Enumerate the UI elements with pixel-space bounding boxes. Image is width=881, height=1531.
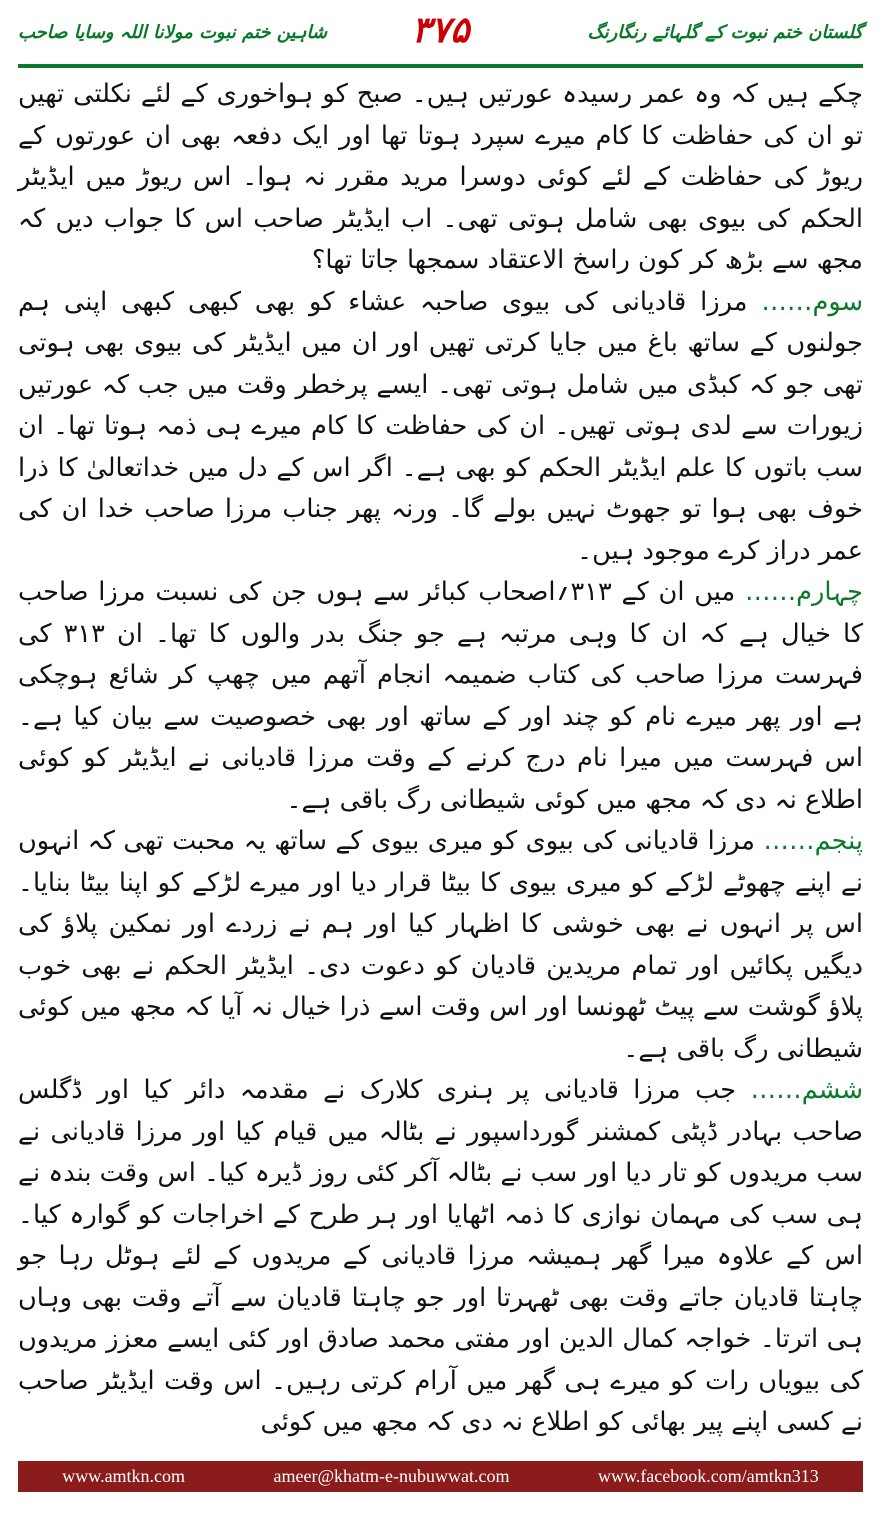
- paragraph-2-label: سوم……: [761, 286, 864, 317]
- paragraph-3-label: چہارم……: [744, 577, 863, 607]
- paragraph-3-text: میں ان کے ۳۱۳؍اصحاب کبائر سے ہوں جن کی نسبت مرزا صاحب کا خیال ہے کہ ان کا وہی مرتبہ ہے جو جنگ بدر والوں کا تھا۔ ان ۳۱۳ کی فہرست مرزا صاحب کی کتاب ضمیمہ انجام آتھم میں چھپ کر شائع ہوچکی ہے اور پھر میرے نام کو چند اور کے ساتھ اور بھی خصوصیت سے بیان کیا ہے۔ اس فہرست میں میرا نام درج کرنے کے وقت مرزا قادیانی نے ایڈیٹر کو کوئی اطلاع نہ دی کہ مجھ میں کوئی شیطانی رگ باقی ہے۔: [18, 577, 864, 815]
- paragraph-2-text: مرزا قادیانی کی بیوی صاحبہ عشاء کو بھی کبھی کبھی اپنی ہم جولنوں کے ساتھ باغ میں جایا کرتی تھیں اور ان میں ایڈیٹر کی بیوی بھی ہوتی تھی جو کہ کبڈی میں شامل ہوتی تھی۔ ایسے پرخطر وقت میں جب کہ عورتیں زیورات سے لدی ہوتی تھیں۔ ان کی حفاظت کا کام میرے ہی ذمہ ہوتا تھا۔ ان سب باتوں کا علم ایڈیٹر الحکم کو بھی ہے۔ اگر اس کے دل میں خداتعالیٰ کا ذرا خوف بھی ہوا تو جھوٹ نہیں بولے گا۔ ورنہ پھر جناب مرزا صاحب خدا ان کی عمر دراز کرے موجود ہیں۔: [18, 286, 863, 566]
- facebook-link[interactable]: www.facebook.com/amtkn313: [597, 1466, 819, 1486]
- paragraph-1: [18, 74, 863, 282]
- website-link[interactable]: www.amtkn.com: [62, 1466, 186, 1486]
- paragraph-5: [18, 1070, 863, 1444]
- paragraph-4-label: پنجم……: [763, 826, 863, 856]
- paragraph-5-label: ششم……: [750, 1075, 864, 1105]
- paragraph-4-text: مرزا قادیانی کی بیوی کو میری بیوی کے ساتھ یہ محبت تھی کہ انہوں نے اپنے چھوٹے لڑکے کو میری بیوی کا بیٹا قرار دیا اور میرے لڑکے کو اپنا بیٹا بنایا۔ اس پر انہوں نے بھی خوشی کا اظہار کیا اور ہم نے زردے اور نمکین پلاؤ کی دیگیں پکائیں اور تمام مریدین قادیان کو دعوت دی۔ ایڈیٹر الحکم نے بھی خوب پلاؤ گوشت سے پیٹ ٹھونسا اور اس وقت اسے ذرا خیال نہ آیا کہ مجھ میں کوئی شیطانی رگ باقی ہے۔: [18, 826, 863, 1064]
- paragraph-3: [18, 572, 863, 821]
- header-divider: [18, 64, 863, 68]
- page-number: ۳۷۵: [411, 10, 470, 51]
- paragraph-2: [18, 282, 863, 573]
- paragraph-5-text: جب مرزا قادیانی پر ہنری کلارک نے مقدمہ دائر کیا اور ڈگلس صاحب بہادر ڈپٹی کمشنر گورداسپور نے بٹالہ میں قیام کیا اور مرزا قادیانی نے سب مریدوں کو تار دیا اور سب نے بٹالہ آکر کئی روز ڈیرہ کیا۔ اس وقت بندہ نے ہی سب کی مہمان نوازی کا ذمہ اٹھایا اور ہر طرح کے اخراجات کو گوارہ کیا۔ اس کے علاوہ میرا گھر ہمیشہ مرزا قادیانی کے مریدوں کے لئے ہوٹل رہا جو چاہتا قادیان جاتے وقت بھی ٹھہرتا اور جو چاہتا قادیان سے آتے وقت بھی وہاں ہی اترتا۔ خواجہ کمال الدین اور مفتی محمد صادق اور کئی ایسے معزز مریدوں کی بیویاں رات کو میرے ہی گھر میں آرام کرتی رہیں۔ اس وقت ایڈیٹر صاحب نے کسی اپنے پیر بھائی کو اطلاع نہ دی کہ مجھ میں کوئی: [18, 1075, 863, 1437]
- book-title: گلستان ختم نبوت کے گلہائے رنگارنگ: [587, 22, 863, 43]
- page-header: [18, 10, 863, 62]
- paragraph-1-text: چکے ہیں کہ وہ عمر رسیدہ عورتیں ہیں۔ صبح کو ہواخوری کے لئے نکلتی تھیں تو ان کی حفاظت کا کام میرے سپرد ہوتا تھا اور ایک دفعہ بھی ان عورتوں کے ریوڑ کی حفاظت کے لئے کوئی دوسرا مرید مقرر نہ ہوا۔ اس ریوڑ میں ایڈیٹر الحکم کی بیوی بھی شامل ہوتی تھی۔ اب ایڈیٹر صاحب اس کا جواب دیں کہ مجھ سے بڑھ کر کون راسخ الاعتقاد سمجھا جاتا تھا؟: [18, 79, 863, 275]
- page-footer: [18, 1461, 863, 1492]
- page-body: [18, 74, 863, 1454]
- email-link[interactable]: ameer@khatm-e-nubuwwat.com: [273, 1466, 510, 1486]
- author-title: شاہین ختم نبوت مولانا اللہ وسایا صاحب: [18, 22, 328, 43]
- paragraph-4: [18, 821, 863, 1070]
